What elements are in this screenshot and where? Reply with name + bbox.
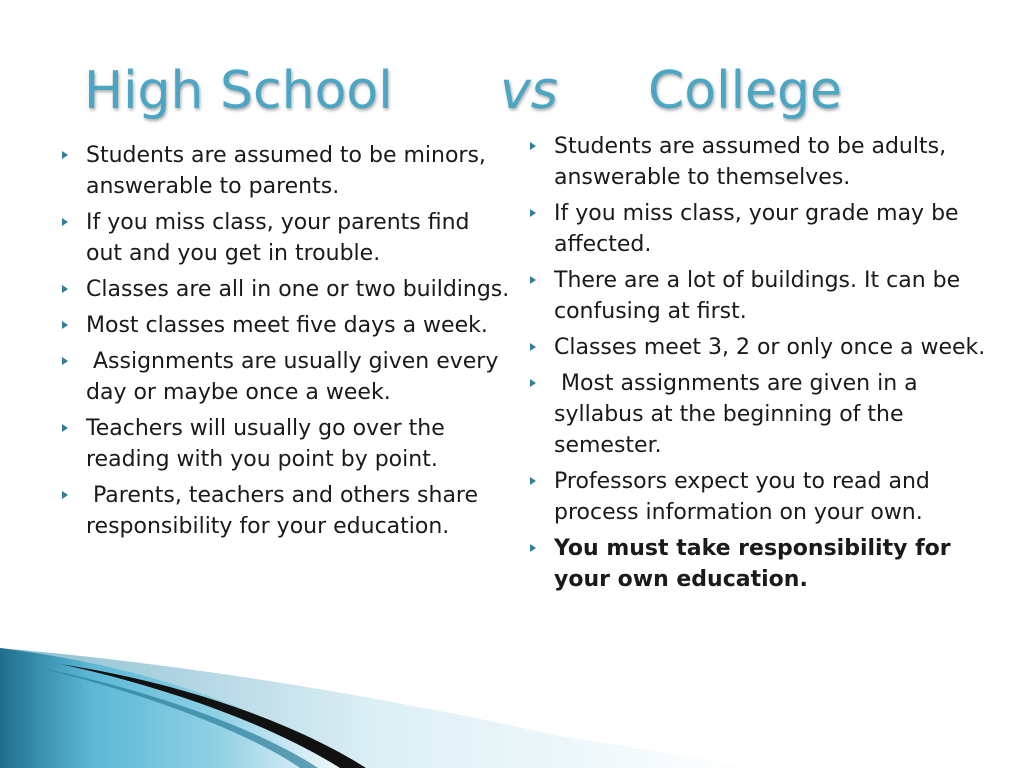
bullet-arrow-icon	[60, 140, 74, 171]
bullet-item	[528, 332, 1003, 363]
bullet-arrow-icon	[528, 332, 542, 363]
bullet-text: You must take responsibility for your own education.	[554, 536, 959, 592]
wave-blue-band	[0, 648, 360, 768]
bullet-arrow-icon	[60, 413, 74, 444]
bullet-text: Parents, teachers and others share responsibility for your education.	[86, 483, 486, 539]
bullet-item	[60, 274, 510, 305]
bullet-arrow-icon	[60, 346, 74, 377]
bullet-text: If you miss class, your grade may be affected.	[554, 201, 966, 257]
bullet-item	[528, 198, 1003, 260]
bullet-item	[60, 346, 510, 408]
bullet-text: Students are assumed to be minors, answerable to parents.	[86, 143, 493, 199]
bullet-text: Most assignments are given in a syllabus at the beginning of the semester.	[554, 371, 925, 458]
bullet-arrow-icon	[528, 131, 542, 162]
high-school-list	[60, 140, 510, 547]
bullet-text: Professors expect you to read and process information on your own.	[554, 469, 937, 525]
title-vs: vs	[500, 61, 558, 121]
bullet-arrow-icon	[528, 198, 542, 229]
bullet-text: Classes are all in one or two buildings.	[86, 277, 510, 302]
title-high-school: High School	[84, 61, 393, 121]
bullet-text: Classes meet 3, 2 or only once a week.	[554, 335, 986, 360]
bullet-arrow-icon	[528, 466, 542, 497]
bullet-item	[528, 368, 1003, 461]
bullet-arrow-icon	[528, 533, 542, 564]
bullet-arrow-icon	[60, 480, 74, 511]
bullet-arrow-icon	[528, 265, 542, 296]
bullet-arrow-icon	[60, 310, 74, 341]
bullet-item	[528, 466, 1003, 528]
bullet-item	[528, 131, 1003, 193]
bullet-item	[528, 533, 1003, 595]
bullet-item	[60, 207, 510, 269]
bullet-item	[528, 265, 1003, 327]
bullet-item	[60, 480, 510, 542]
bullet-text: Students are assumed to be adults, answerable to themselves.	[554, 134, 954, 190]
title-college: College	[648, 61, 843, 121]
bullet-text: Assignments are usually given every day or maybe once a week.	[86, 349, 506, 405]
bullet-text: If you miss class, your parents find out and you get in trouble.	[86, 210, 477, 266]
bullet-text: Most classes meet five days a week.	[86, 313, 488, 338]
college-list	[528, 131, 1003, 600]
bullet-item	[60, 140, 510, 202]
bullet-text: There are a lot of buildings. It can be confusing at first.	[554, 268, 968, 324]
wave-light-band	[0, 648, 760, 768]
bullet-item	[60, 310, 510, 341]
wave-black-stripe	[60, 664, 366, 768]
bullet-arrow-icon	[60, 207, 74, 238]
bullet-item	[60, 413, 510, 475]
bullet-arrow-icon	[60, 274, 74, 305]
bullet-text: Teachers will usually go over the reading with you point by point.	[86, 416, 452, 472]
bullet-arrow-icon	[528, 368, 542, 399]
wave-teal-stripe	[40, 668, 318, 768]
